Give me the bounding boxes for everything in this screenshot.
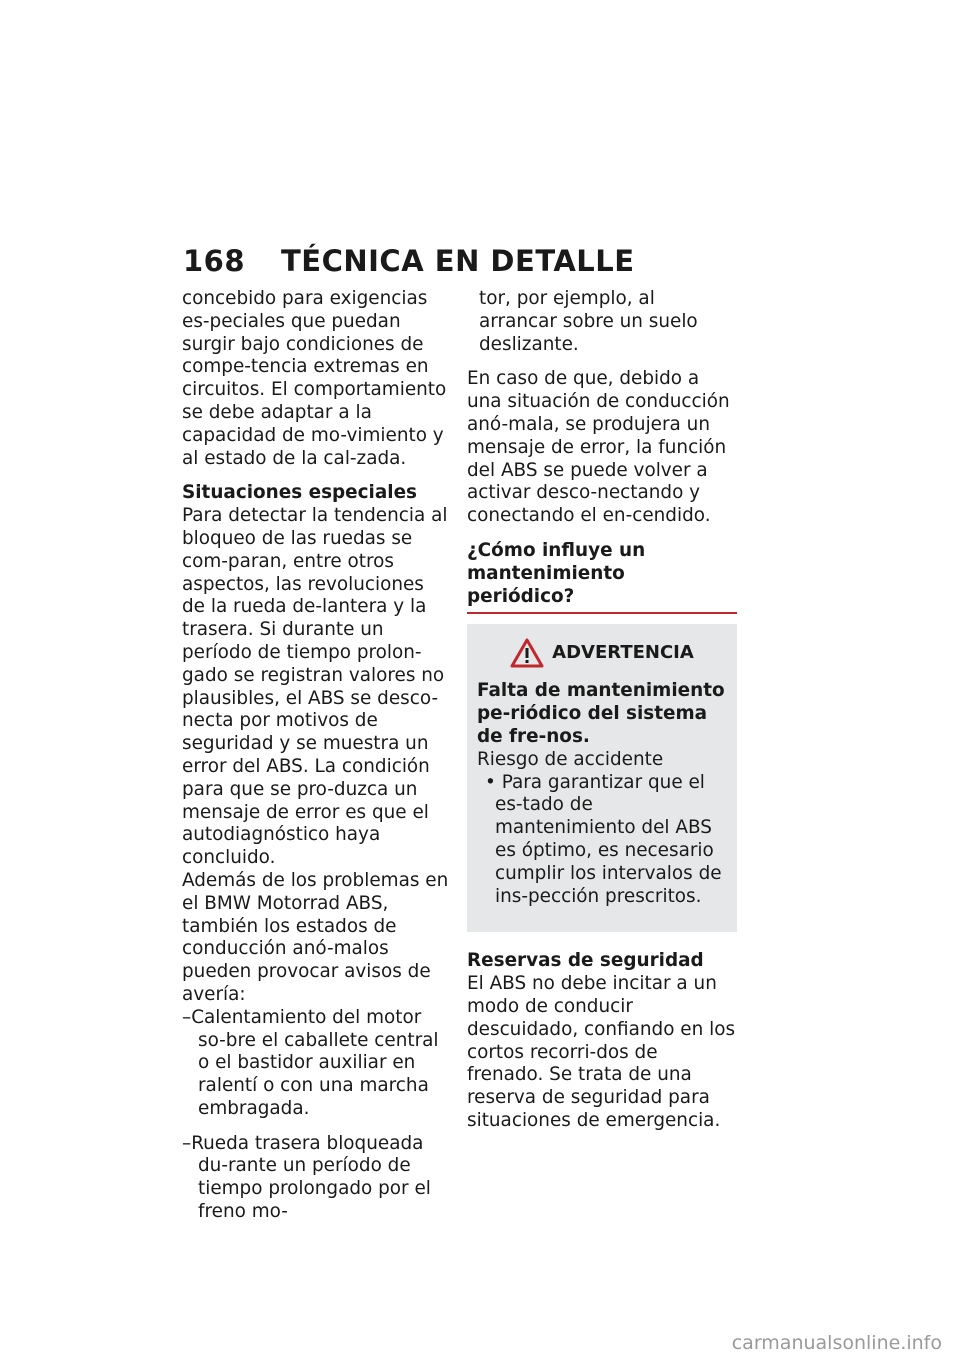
- warning-triangle-icon: [510, 638, 544, 668]
- page-number: 168: [183, 244, 246, 278]
- special-situations-paragraph: Para detectar la tendencia al bloqueo de las ruedas se com-paran, entre otros aspectos, las revoluciones de la rueda de-lantera y la trasera. Si durante un período de tiempo prolon-gado se registran valores no plausibles, el ABS se desco-necta por motivos de seguridad y se muestra un error del ABS. La condición para que se pro-duzca un mensaje de error es que el autodiagnóstico haya concluido.: [182, 505, 448, 869]
- heading-special-situations: Situaciones especiales: [182, 482, 417, 504]
- red-divider: [467, 612, 737, 614]
- intro-paragraph: concebido para exigencias es-peciales que puedan surgir bajo condiciones de compe-tencia extremas en circuitos. El comportamiento se debe adaptar a la capacidad de mo-vimiento y al estado de la cal-zada.: [182, 288, 447, 469]
- warning-title-row: [477, 638, 727, 668]
- safety-reserves-paragraph: El ABS no debe incitar a un modo de conducir descuidado, confiando en los cortos recorri-dos de frenado. Se trata de una reserva de seguridad para situaciones de emergencia.: [467, 973, 736, 1131]
- left-column: [182, 288, 452, 1236]
- warning-title: ADVERTENCIA: [552, 641, 694, 663]
- abnormal-states-paragraph: Además de los problemas en el BMW Motorrad ABS, también los estados de conducción anó-malos pueden provocar avisos de avería:: [182, 869, 449, 1005]
- warning-bullet: • Para garantizar que el es-tado de mantenimiento del ABS es óptimo, es necesario cumplir los intervalos de ins-pección prescritos.: [485, 771, 722, 907]
- list-item-continuation: tor, por ejemplo, al arrancar sobre un suelo deslizante.: [479, 288, 698, 355]
- heading-maintenance: ¿Cómo influye un mantenimiento periódico?: [467, 540, 737, 614]
- warning-lead: Falta de mantenimiento pe-riódico del sistema de fre-nos.: [477, 680, 725, 747]
- heading-safety-reserves: Reservas de seguridad: [467, 950, 704, 972]
- page-header: [183, 244, 635, 278]
- right-column: [467, 288, 737, 1145]
- watermark: carmanualsonline.info: [731, 1332, 942, 1354]
- warning-risk: Riesgo de accidente: [477, 748, 664, 770]
- section-title: TÉCNICA EN DETALLE: [281, 244, 635, 278]
- error-reset-paragraph: En caso de que, debido a una situación de conducción anó-mala, se produjera un mensaje de error, la función del ABS se puede volver a activar desco-nectando y conectando el en-cendido.: [467, 368, 730, 527]
- list-item: –Rueda trasera bloqueada du-rante un período de tiempo prolongado por el freno mo-: [182, 1132, 431, 1223]
- warning-box: [467, 624, 737, 932]
- list-item: –Calentamiento del motor so-bre el caballete central o el bastidor auxiliar en ralentí o con una marcha embragada.: [182, 1006, 439, 1119]
